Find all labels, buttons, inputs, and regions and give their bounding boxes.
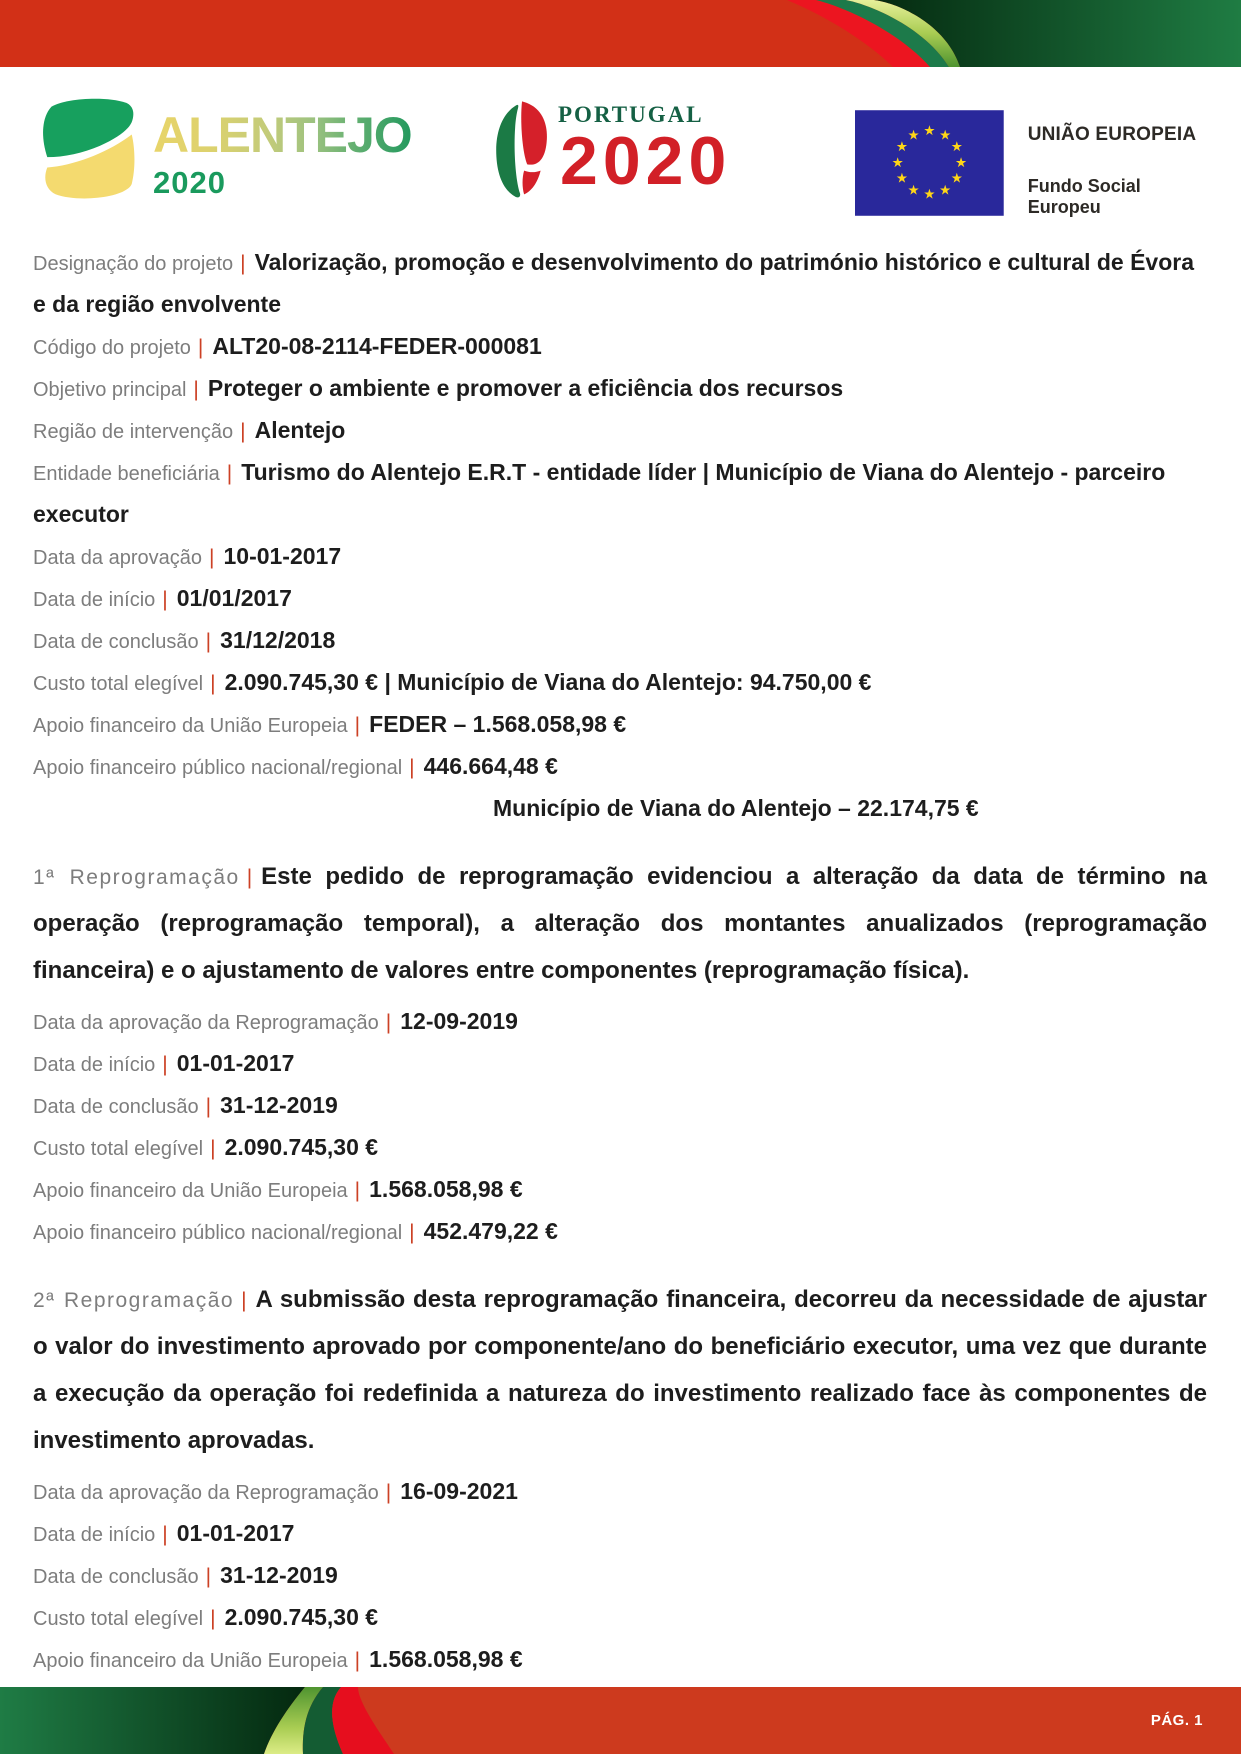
field-label: Data de conclusão xyxy=(33,631,199,653)
pipe-separator: | xyxy=(354,714,361,737)
alentejo-year: 2020 xyxy=(153,165,226,200)
svg-text:★: ★ xyxy=(895,139,908,155)
field-row xyxy=(33,327,1207,369)
field-value: 01-01-2017 xyxy=(176,1520,295,1546)
pipe-separator: | xyxy=(205,630,212,653)
pipe-separator: | xyxy=(240,420,246,443)
field-row xyxy=(33,1002,1207,1044)
portugal-logo-text xyxy=(558,98,731,208)
pipe-separator: | xyxy=(162,1523,168,1546)
bottom-banner-swoosh-icon xyxy=(0,1687,1241,1754)
section-label: 1ª Reprogramação xyxy=(33,866,240,889)
pipe-separator: | xyxy=(162,1053,168,1076)
field-row xyxy=(33,1212,1207,1254)
reprogramming-1-paragraph xyxy=(33,855,1207,996)
section-description: Este pedido de reprogramação evidenciou a alteração da data de término na operação (reprogramação temporal), a alteração dos montantes anualizados (reprogramação financeira) e o ajustamento de valores entre componentes (reprogramação física). xyxy=(33,863,1208,984)
field-row xyxy=(33,1086,1207,1128)
pipe-separator: | xyxy=(205,1095,212,1118)
svg-text:★: ★ xyxy=(895,170,908,186)
pipe-separator: | xyxy=(193,378,199,401)
pipe-separator: | xyxy=(385,1011,392,1034)
pipe-separator: | xyxy=(210,672,216,695)
portugal-mark-icon xyxy=(490,98,552,208)
svg-text:★: ★ xyxy=(923,123,936,139)
field-row xyxy=(33,1044,1207,1086)
portugal-wordmark: PORTUGAL xyxy=(558,102,704,127)
pipe-separator: | xyxy=(385,1481,392,1504)
field-value: ALT20-08-2114-FEDER-000081 xyxy=(212,333,542,359)
field-value: 2.090.745,30 € xyxy=(224,1134,379,1160)
field-row xyxy=(33,453,1207,537)
field-row xyxy=(33,369,1207,411)
eu-fund-label: Fundo Social Europeu xyxy=(1027,176,1141,217)
field-label: Custo total elegível xyxy=(33,1138,204,1160)
field-label: Apoio financeiro da União Europeia xyxy=(33,1650,348,1672)
field-value: Valorização, promoção e desenvolvimento do património histórico e cultural de Évora e da região envolvente xyxy=(33,249,1195,317)
field-value: Alentejo xyxy=(254,417,346,443)
portugal-year: 2020 xyxy=(560,123,732,199)
field-row xyxy=(33,1598,1207,1640)
field-label: Apoio financeiro da União Europeia xyxy=(33,1180,348,1202)
pipe-separator: | xyxy=(210,1607,216,1630)
field-row xyxy=(33,537,1207,579)
pipe-separator: | xyxy=(409,1221,415,1244)
field-row xyxy=(33,1170,1207,1212)
field-value: 446.664,48 € xyxy=(423,753,558,779)
field-label: Data da aprovação da Reprogramação xyxy=(33,1012,379,1034)
eu-union-label: UNIÃO EUROPEIA xyxy=(1027,124,1197,145)
bottom-banner xyxy=(0,1687,1241,1754)
svg-text:★: ★ xyxy=(923,186,936,202)
svg-text:★: ★ xyxy=(939,182,952,198)
field-label: Data de início xyxy=(33,589,156,611)
field-label: Entidade beneficiária xyxy=(33,463,220,485)
field-row xyxy=(33,621,1207,663)
alentejo-2020-logo xyxy=(38,95,412,207)
page-number: PÁG. 1 xyxy=(1150,1712,1203,1729)
field-label: Data da aprovação da Reprogramação xyxy=(33,1482,379,1504)
eu-logo-text xyxy=(1028,108,1211,218)
field-label: Data de início xyxy=(33,1524,156,1546)
svg-text:★: ★ xyxy=(950,139,963,155)
field-label: Data de início xyxy=(33,1054,156,1076)
svg-text:★: ★ xyxy=(950,170,963,186)
pipe-separator: | xyxy=(354,1179,361,1202)
field-row xyxy=(33,705,1207,747)
top-banner-swoosh-icon xyxy=(0,0,1241,67)
top-banner xyxy=(0,0,1241,67)
pipe-separator: | xyxy=(409,756,415,779)
field-label: Custo total elegível xyxy=(33,1608,204,1630)
reprogramming-2-paragraph xyxy=(33,1278,1207,1466)
field-label: Objetivo principal xyxy=(33,379,187,401)
pipe-separator: | xyxy=(162,588,168,611)
field-value: 452.479,22 € xyxy=(423,1218,558,1244)
field-label: Apoio financeiro público nacional/regional xyxy=(33,757,403,779)
logo-strip xyxy=(38,95,1211,220)
field-row xyxy=(33,1128,1207,1170)
field-label: Código do projeto xyxy=(33,337,191,359)
alentejo-mark-icon xyxy=(38,95,141,207)
field-label: Data de conclusão xyxy=(33,1566,199,1588)
field-label: Custo total elegível xyxy=(33,673,204,695)
field-label: Região de intervenção xyxy=(33,421,234,443)
field-label: Designação do projeto xyxy=(33,253,234,275)
field-value: 16-09-2021 xyxy=(400,1478,518,1504)
pipe-separator: | xyxy=(354,1649,361,1672)
field-row xyxy=(33,243,1207,327)
reprogramming-1-fields xyxy=(33,1002,1207,1254)
municipio-amount-line xyxy=(493,789,1207,831)
field-row xyxy=(33,1514,1207,1556)
section-description: A submissão desta reprogramação financeira, decorreu da necessidade de ajustar o valor do investimento aprovado por componente/ano do beneficiário executor, uma vez que durante a execução da operação foi redefinida a natureza do investimento realizado face às componentes de investimento aprovadas. xyxy=(33,1286,1207,1454)
pipe-separator: | xyxy=(210,1137,216,1160)
eu-logo xyxy=(855,108,1211,218)
svg-text:★: ★ xyxy=(939,127,952,143)
field-value: 01-01-2017 xyxy=(176,1050,295,1076)
pipe-separator: | xyxy=(240,252,246,275)
pipe-separator: | xyxy=(226,462,233,485)
svg-text:★: ★ xyxy=(907,127,920,143)
pipe-separator: | xyxy=(209,546,215,569)
field-label: Data da aprovação xyxy=(33,547,203,569)
document-body xyxy=(33,243,1207,1724)
field-value: Turismo do Alentejo E.R.T - entidade líder | Município de Viana do Alentejo - parceiro executor xyxy=(33,459,1166,527)
field-value: 10-01-2017 xyxy=(223,543,342,569)
alentejo-wordmark: ALENTEJO xyxy=(153,107,412,163)
alentejo-logo-text xyxy=(153,95,412,207)
field-row xyxy=(33,1556,1207,1598)
field-label: Apoio financeiro público nacional/regional xyxy=(33,1222,403,1244)
field-value: 12-09-2019 xyxy=(400,1008,518,1034)
eu-flag-icon xyxy=(855,108,1004,218)
portugal-2020-logo xyxy=(490,98,731,208)
field-value: 2.090.745,30 € | Município de Viana do Alentejo: 94.750,00 € xyxy=(224,669,872,695)
field-value: Município de Viana do Alentejo – 22.174,75 € xyxy=(493,795,979,821)
svg-text:★: ★ xyxy=(907,182,920,198)
field-row xyxy=(33,1640,1207,1682)
pipe-separator: | xyxy=(205,1565,212,1588)
field-value: Proteger o ambiente e promover a eficiência dos recursos xyxy=(207,375,844,401)
field-label: Data de conclusão xyxy=(33,1096,199,1118)
field-value: 31-12-2019 xyxy=(220,1562,338,1588)
field-row xyxy=(33,1472,1207,1514)
svg-text:★: ★ xyxy=(954,154,968,170)
field-value: 1.568.058,98 € xyxy=(369,1646,523,1672)
svg-text:★: ★ xyxy=(891,154,904,170)
field-label: Apoio financeiro da União Europeia xyxy=(33,715,348,737)
field-value: 1.568.058,98 € xyxy=(369,1176,523,1202)
field-value: 01/01/2017 xyxy=(176,585,292,611)
field-row xyxy=(33,411,1207,453)
field-value: FEDER – 1.568.058,98 € xyxy=(369,711,627,737)
field-value: 2.090.745,30 € xyxy=(224,1604,379,1630)
field-row xyxy=(33,663,1207,705)
pipe-separator: | xyxy=(197,336,204,359)
field-row xyxy=(33,747,1207,789)
field-value: 31/12/2018 xyxy=(220,627,336,653)
field-row xyxy=(33,579,1207,621)
pipe-separator: | xyxy=(241,1289,247,1312)
section-label: 2ª Reprogramação xyxy=(33,1289,235,1312)
field-value: 31-12-2019 xyxy=(220,1092,338,1118)
pipe-separator: | xyxy=(246,866,253,889)
